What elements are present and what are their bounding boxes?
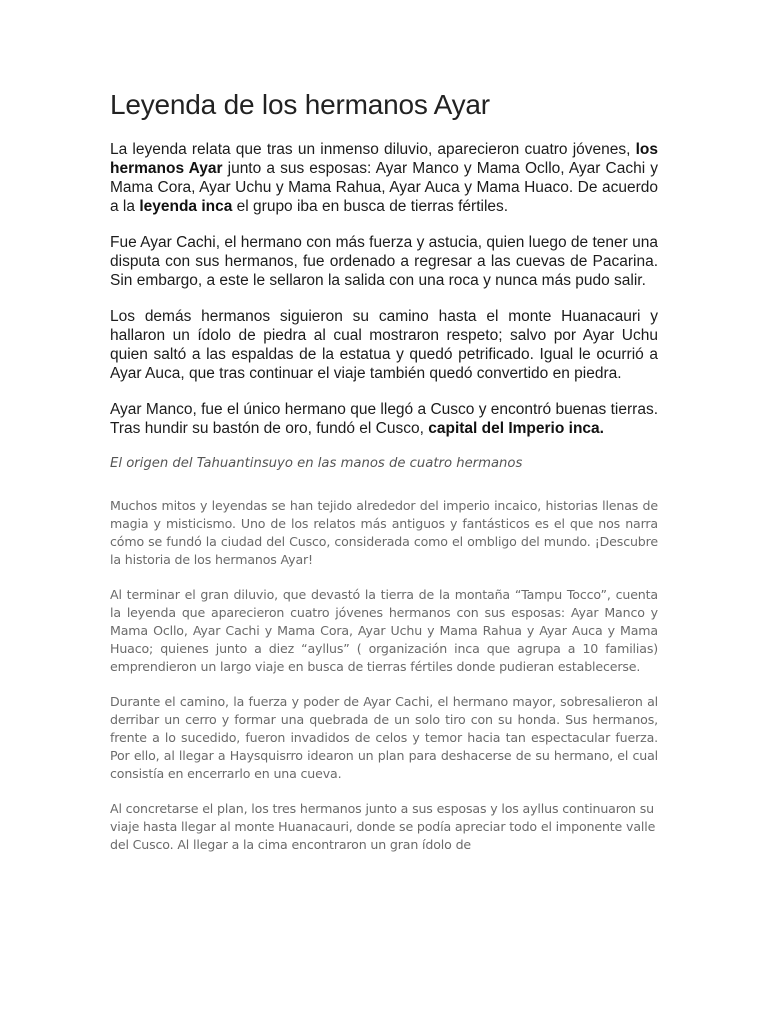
intro-text: La leyenda relata que tras un inmenso diluvio, aparecieron cuatro jóvenes, <box>110 141 636 158</box>
body-paragraph-2: Al terminar el gran diluvio, que devastó la tierra de la montaña “Tampu Tocco”, cuenta la leyenda que aparecieron cuatro jóvenes hermanos con sus esposas: Ayar Manco y Mama Ocllo, Ayar Cachi y Mama Cora, Ayar Uchu y Mama Rahua y Ayar Auca y Mama Huaco; quienes junto a diez “ayllus” ( organización inca que agrupa a 10 familias) emprendieron un largo viaje en busca de tierras fértiles donde pudieran establecerse. <box>110 587 658 674</box>
intro-paragraph-2: Fue Ayar Cachi, el hermano con más fuerza y astucia, quien luego de tener una disputa con sus hermanos, fue ordenado a regresar a las cuevas de Pacarina. Sin embargo, a este le sellaron la salida con una roca y nunca más pudo salir. <box>110 234 658 289</box>
intro-text: junto a sus esposas: Ayar Manco y Mama Ocllo, Ayar Cachi y Mama Cora, Ayar Uchu y Mama Rahua, Ayar Auca y Mama Huaco. De acuerdo a la <box>110 160 659 215</box>
intro-text: el grupo iba en busca de tierras fértiles. <box>232 198 509 215</box>
intro-paragraph-3: Los demás hermanos siguieron su camino hasta el monte Huanacauri y hallaron un ídolo de piedra al cual mostraron respeto; salvo por Ayar Uchu quien saltó a las espaldas de la estatua y quedó petrificado. Igual le ocurrió a Ayar Auca, que tras continuar el viaje también quedó convertido en piedra. <box>110 308 658 382</box>
bold-phrase: los hermanos Ayar <box>110 141 658 177</box>
body-paragraph-3: Durante el camino, la fuerza y poder de Ayar Cachi, el hermano mayor, sobresalieron al derribar un cerro y formar una quebrada de un solo tiro con su honda. Sus hermanos, frente a lo sucedido, fueron invadidos de celos y temor hacia tan espectacular fuerza. Por ello, al llegar a Haysquisrro idearon un plan para deshacerse de su hermano, el cual consistía en encerrarlo en una cueva. <box>110 694 658 781</box>
body-paragraph-1: Muchos mitos y leyendas se han tejido alrededor del imperio incaico, historias llenas de magia y misticismo. Uno de los relatos más antiguos y fantásticos es el que nos narra cómo se fundó la ciudad del Cusco, considerada como el ombligo del mundo. ¡Descubre la historia de los hermanos Ayar! <box>110 498 658 567</box>
section-subtitle: El origen del Tahuantinsuyo en las manos de cuatro hermanos <box>110 456 523 471</box>
intro-text: Ayar Manco, fue el único hermano que llegó a Cusco y encontró buenas tierras. Tras hundir su bastón de oro, fundó el Cusco, <box>110 401 658 437</box>
intro-paragraph-1 <box>110 140 658 216</box>
bold-phrase: leyenda inca <box>139 198 233 215</box>
intro-paragraph-4 <box>110 400 658 438</box>
bold-phrase: capital del Imperio inca. <box>428 420 604 437</box>
page-title: Leyenda de los hermanos Ayar <box>110 89 490 120</box>
body-paragraph-4: Al concretarse el plan, los tres hermanos junto a sus esposas y los ayllus continuaron su viaje hasta llegar al monte Huanacauri, donde se podía apreciar todo el imponente valle del Cusco. Al llegar a la cima encontraron un gran ídolo de <box>110 801 656 852</box>
